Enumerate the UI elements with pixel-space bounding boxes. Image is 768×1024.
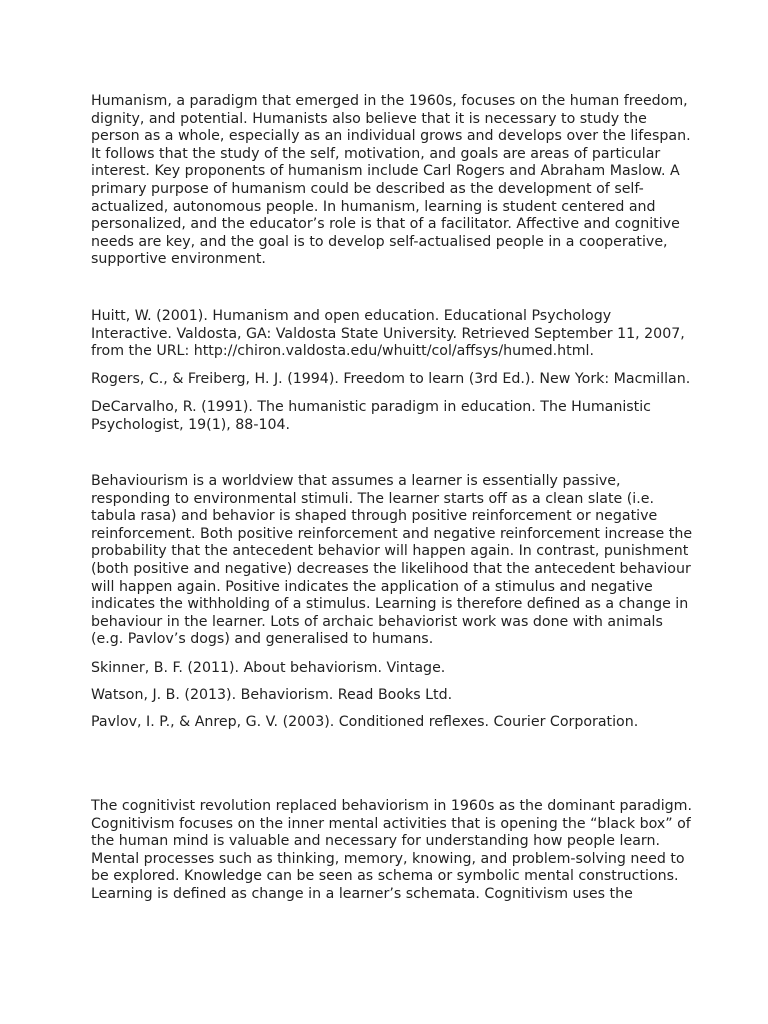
behaviourism-paragraph: Behaviourism is a worldview that assumes a learner is essentially passive, responding to environmental stimuli. The learner starts off as a clean slate (i.e. tabula rasa) and behavior is shaped through positive reinforcement or negative reinforcement. Both positive reinforcement and negative reinforcement increase the probability that the antecedent behavior will happen again. In contrast, punishment (both positive and negative) decreases the likelihood that the antecedent behaviour will happen again. Positive indicates the application of a stimulus and negative indicates the withholding of a stimulus. Learning is therefore defined as a change in behaviour in the learner. Lots of archaic behaviorist work was done with animals (e.g. Pavlov’s dogs) and generalised to humans. [91,473,693,648]
reference-huitt-2001: Huitt, W. (2001). Humanism and open education. Educational Psychology Interactive. Valdosta, GA: Valdosta State University. Retrieved September 11, 2007, from the URL: http://chiron.valdosta.edu/whuitt/col/affsys/humed.html. [91,308,685,360]
reference-decarvalho-1991: DeCarvalho, R. (1991). The humanistic paradigm in education. The Humanistic Psychologist, 19(1), 88-104. [91,399,651,433]
reference-skinner-2011: Skinner, B. F. (2011). About behaviorism. Vintage. [91,660,446,676]
reference-watson-2013: Watson, J. B. (2013). Behaviorism. Read Books Ltd. [91,687,453,703]
cognitivism-paragraph: The cognitivist revolution replaced behaviorism in 1960s as the dominant paradigm. Cognitivism focuses on the inner mental activities that is opening the “black box” of the human mind is valuable and necessary for understanding how people learn. Mental processes such as thinking, memory, knowing, and problem-solving need to be explored. Knowledge can be seen as schema or symbolic mental constructions. Learning is defined as change in a learner’s schemata. Cognitivism uses the [91,798,692,902]
reference-rogers-1994: Rogers, C., & Freiberg, H. J. (1994). Freedom to learn (3rd Ed.). New York: Macmillan. [91,371,691,387]
humanism-paragraph: Humanism, a paradigm that emerged in the 1960s, focuses on the human freedom, dignity, and potential. Humanists also believe that it is necessary to study the person as a whole, especially as an individual grows and develops over the lifespan. It follows that the study of the self, motivation, and goals are areas of particular interest. Key proponents of humanism include Carl Rogers and Abraham Maslow. A primary purpose of humanism could be described as the development of self- actualized, autonomous people. In humanism, learning is student centered and personalized, and the educator’s role is that of a facilitator. Affective and cognitive needs are key, and the goal is to develop self-actualised people in a cooperative, supportive environment. [91,93,691,268]
reference-pavlov-2003: Pavlov, I. P., & Anrep, G. V. (2003). Conditioned reflexes. Courier Corporation. [91,714,639,730]
